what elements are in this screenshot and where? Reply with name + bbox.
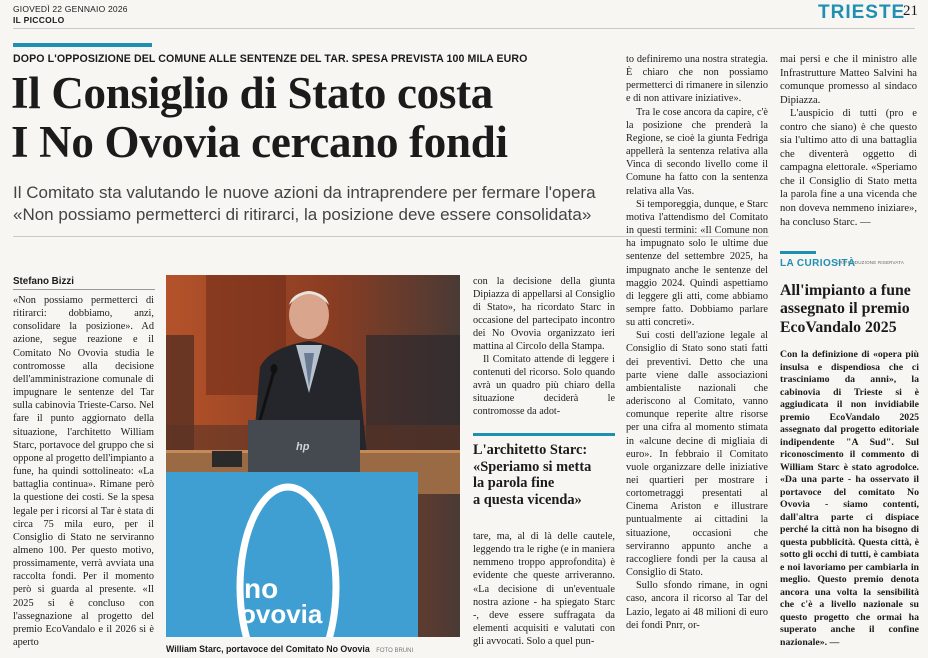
header-paper: IL PICCOLO (13, 15, 65, 25)
headline-line-2: I No Ovovia cercano fondi (11, 117, 508, 167)
kicker: DOPO L'OPPOSIZIONE DEL COMUNE ALLE SENTENZE DEL TAR. SPESA PREVISTA 100 MILA EURO (13, 53, 528, 65)
page-number: 21 (903, 3, 918, 19)
sidebar-title-line-3: EcoVandalo 2025 (780, 318, 897, 336)
byline: Stefano Bizzi (13, 276, 74, 287)
sidebar-title-line-1: All'impianto a fune (780, 282, 911, 299)
article-column-2-top (473, 275, 615, 418)
column-2-continued: tare, ma, al di là delle cautele, leggendo tra le righe (e in maniera nemmeno troppo approfondita) è evidente che queste arriveranno. «La decisione di un'eventuale nostra azione - ha spiegato Starc -, deve essere suffragata da elementi acquisiti e valutati con gli avvocati. Solo a quel pun- (473, 531, 615, 648)
column-3-paragraph-1: to definiremo una nostra strategia. È chiaro che non possiamo permetterci di rimanere in silenzio e di non attivare iniziative». (626, 54, 768, 105)
column-3-paragraph-2: Tra le cose ancora da capire, c'è la posizione che prenderà la Regione, se cioè la giunta Fedriga appellerà la sentenza relativa alla Vinca di secondo livello come il Comune ha fatto con la sentenza relativa alla Vas. (626, 106, 768, 197)
sidebar-label: LA CURIOSITÀ (780, 258, 856, 269)
sidebar-body (780, 349, 919, 649)
pullquote-line-2: «Speriamo si metta (473, 458, 592, 475)
column-4-paragraph-1: mai persi e che il ministro alle Infrastrutture Matteo Salvini ha comunque promesso al sindaco Dipiazza. (780, 54, 917, 106)
header-divider (13, 28, 915, 29)
column-2-paragraph-2: Il Comitato attende di leggere i contenuti del ricorso. Solo quando avrà un quadro più chiaro della situazione deciderà le contromosse da adot- (473, 354, 615, 418)
pullquote-line-4: a questa vicenda» (473, 491, 582, 508)
copyright-notice: ©RIPRODUZIONE RISERVATA (836, 260, 905, 265)
section-label: TRIESTE (818, 2, 906, 23)
photo-illustration (166, 275, 460, 637)
pullquote-bar (473, 433, 615, 436)
sidebar-body-text: Con la definizione di «opera più insulsa e dispendiosa che ci trasciniamo da anni», la cabinovia di Trieste si è aggiudicata il non invidiabile premio EcoVandalo 2025 assegnato dal progetto editoriale indipendente "A Sud". Sul riconoscimento il commento di William Starc è stato agrodolce. «Da una parte - ha osservato il portavoce del comitato No Ovovia - siamo contenti, dall'altra parte ci dispiace perché la città non ha bisogno di questa pubblicità. Questa città, è sotto gli occhi di tutti, è cambiata e noi lavoriamo per cambiarla in meglio. Questo premio denota ancora una volta la sensibilità che c'è a livello nazionale su questo progetto che ormai ha superato anche il confine nazionale». — (780, 349, 919, 648)
column-4-paragraph-2: L'auspicio di tutti (pro e contro che siano) è che questo sia l'ultimo atto di una battaglia che diventerà oggetto di campagna elettorale. «Speriamo che il Consiglio di Stato metta la parola fine a una vicenda che non doveva nemmeno iniziare», ha concluso Starc. — (780, 108, 917, 228)
column-3-paragraph-3: Si temporeggia, dunque, e Starc motiva l'attendismo del Comitato in questi termini: «Il Comune non ha impugnato solo le ultime due sentenze del settembre 2025, ha impugnato anche le sentenze del maggio 2024. Quindi aspettiamo di leggere gli atti, come abbiamo sempre fatto. Dobbiamo parlare su atti concreti». (626, 198, 768, 329)
article-photo (166, 275, 460, 637)
caption-text: William Starc, portavoce del Comitato No Ovovia (166, 644, 370, 654)
subhead-line-1: Il Comitato sta valutando le nuove azioni da intraprendere per fermare l'opera (13, 183, 596, 202)
photo-credit: FOTO BRUNI (376, 648, 414, 654)
column-1-text: «Non possiamo permetterci di ritirarci: dobbiamo, anzi, consolidare la posizione». Ad azione, segue reazione e il Comitato No Ovovia studia le contromosse alla decisione dell'amministrazione comunale di impugnare le sentenze del Tar sulla cabinovia Trieste-Carso. Nel fare il punto aggiornato della situazione, l'architetto William Starc, portavoce del gruppo che si oppone al progetto dell'impianto a fune, ha quindi sottolineato: «La battaglia continua». Rimane però la questione dei costi. Se la spesa legale per i ricorsi al Tar è stata di circa 75 mila euro, per il Consiglio di Stato ne serviranno almeno 100. Per questo motivo, prossimamente, verrà avviata una raccolta fondi. Per il momento però si guarda al presente. «Il 2025 si è concluso con l'assegnazione al progetto del premio EcoVandalo e il 2026 si è aperto (13, 295, 154, 649)
banner-text-ovovia: ovovia (240, 599, 323, 629)
sidebar-title (780, 282, 920, 337)
column-3-paragraph-4: Sui costi dell'azione legale al Consiglio di Stato sono stati fatti dei preventivi. Detto che una parte viene dalle associazioni ambientaliste nazionali che aderiscono al Comitato, vanno comunque reperite altre risorse per una cifra al momento stimata in «alcune decine di migliaia di euro». In febbraio il Comitato vuole organizzare delle iniziative nei quartieri per mostrare i cortometraggi presentati al Cinema Ariston e illustrare puntualmente ai cittadini la situazione, occasioni che serviranno appunto anche a raccogliere fondi per la causa al Consiglio di Stato. (626, 330, 768, 579)
article-column-2-bottom (473, 530, 615, 648)
article-column-1 (13, 294, 154, 649)
sidebar-title-line-2: assegnato il premio (780, 300, 910, 318)
photo-caption (166, 639, 466, 657)
pullquote-line-1: L'architetto Starc: (473, 442, 588, 458)
column-2-paragraph-1: con la decisione della giunta Dipiazza di appellarsi al Consiglio di Stato», ha ricordato Starc in occasione del partecipato incontro dei No Ovovia organizzato ieri mattina al Circolo della Stampa. (473, 276, 615, 353)
laptop-logo: hp (296, 441, 310, 453)
headline-line-1: Il Consiglio di Stato costa (11, 68, 493, 118)
pullquote-line-3: la parola fine (473, 475, 555, 491)
header-date: GIOVEDÌ 22 GENNAIO 2026 (13, 4, 128, 14)
banner-text-no: no (244, 573, 279, 604)
sidebar-bar (780, 251, 816, 254)
byline-divider (13, 289, 155, 290)
subhead-line-2: «Non possiamo permetterci di ritirarci, la posizione deve essere consolidata» (13, 205, 592, 224)
article-column-3 (626, 53, 768, 632)
column-3-paragraph-5: Sullo sfondo rimane, in ogni caso, ancora il ricorso al Tar del Lazio, legato ai 48 milioni di euro dei fondi Pnrr, or- (626, 580, 768, 631)
kicker-bar (13, 43, 152, 47)
pullquote (473, 442, 615, 508)
article-column-4 (780, 53, 917, 229)
